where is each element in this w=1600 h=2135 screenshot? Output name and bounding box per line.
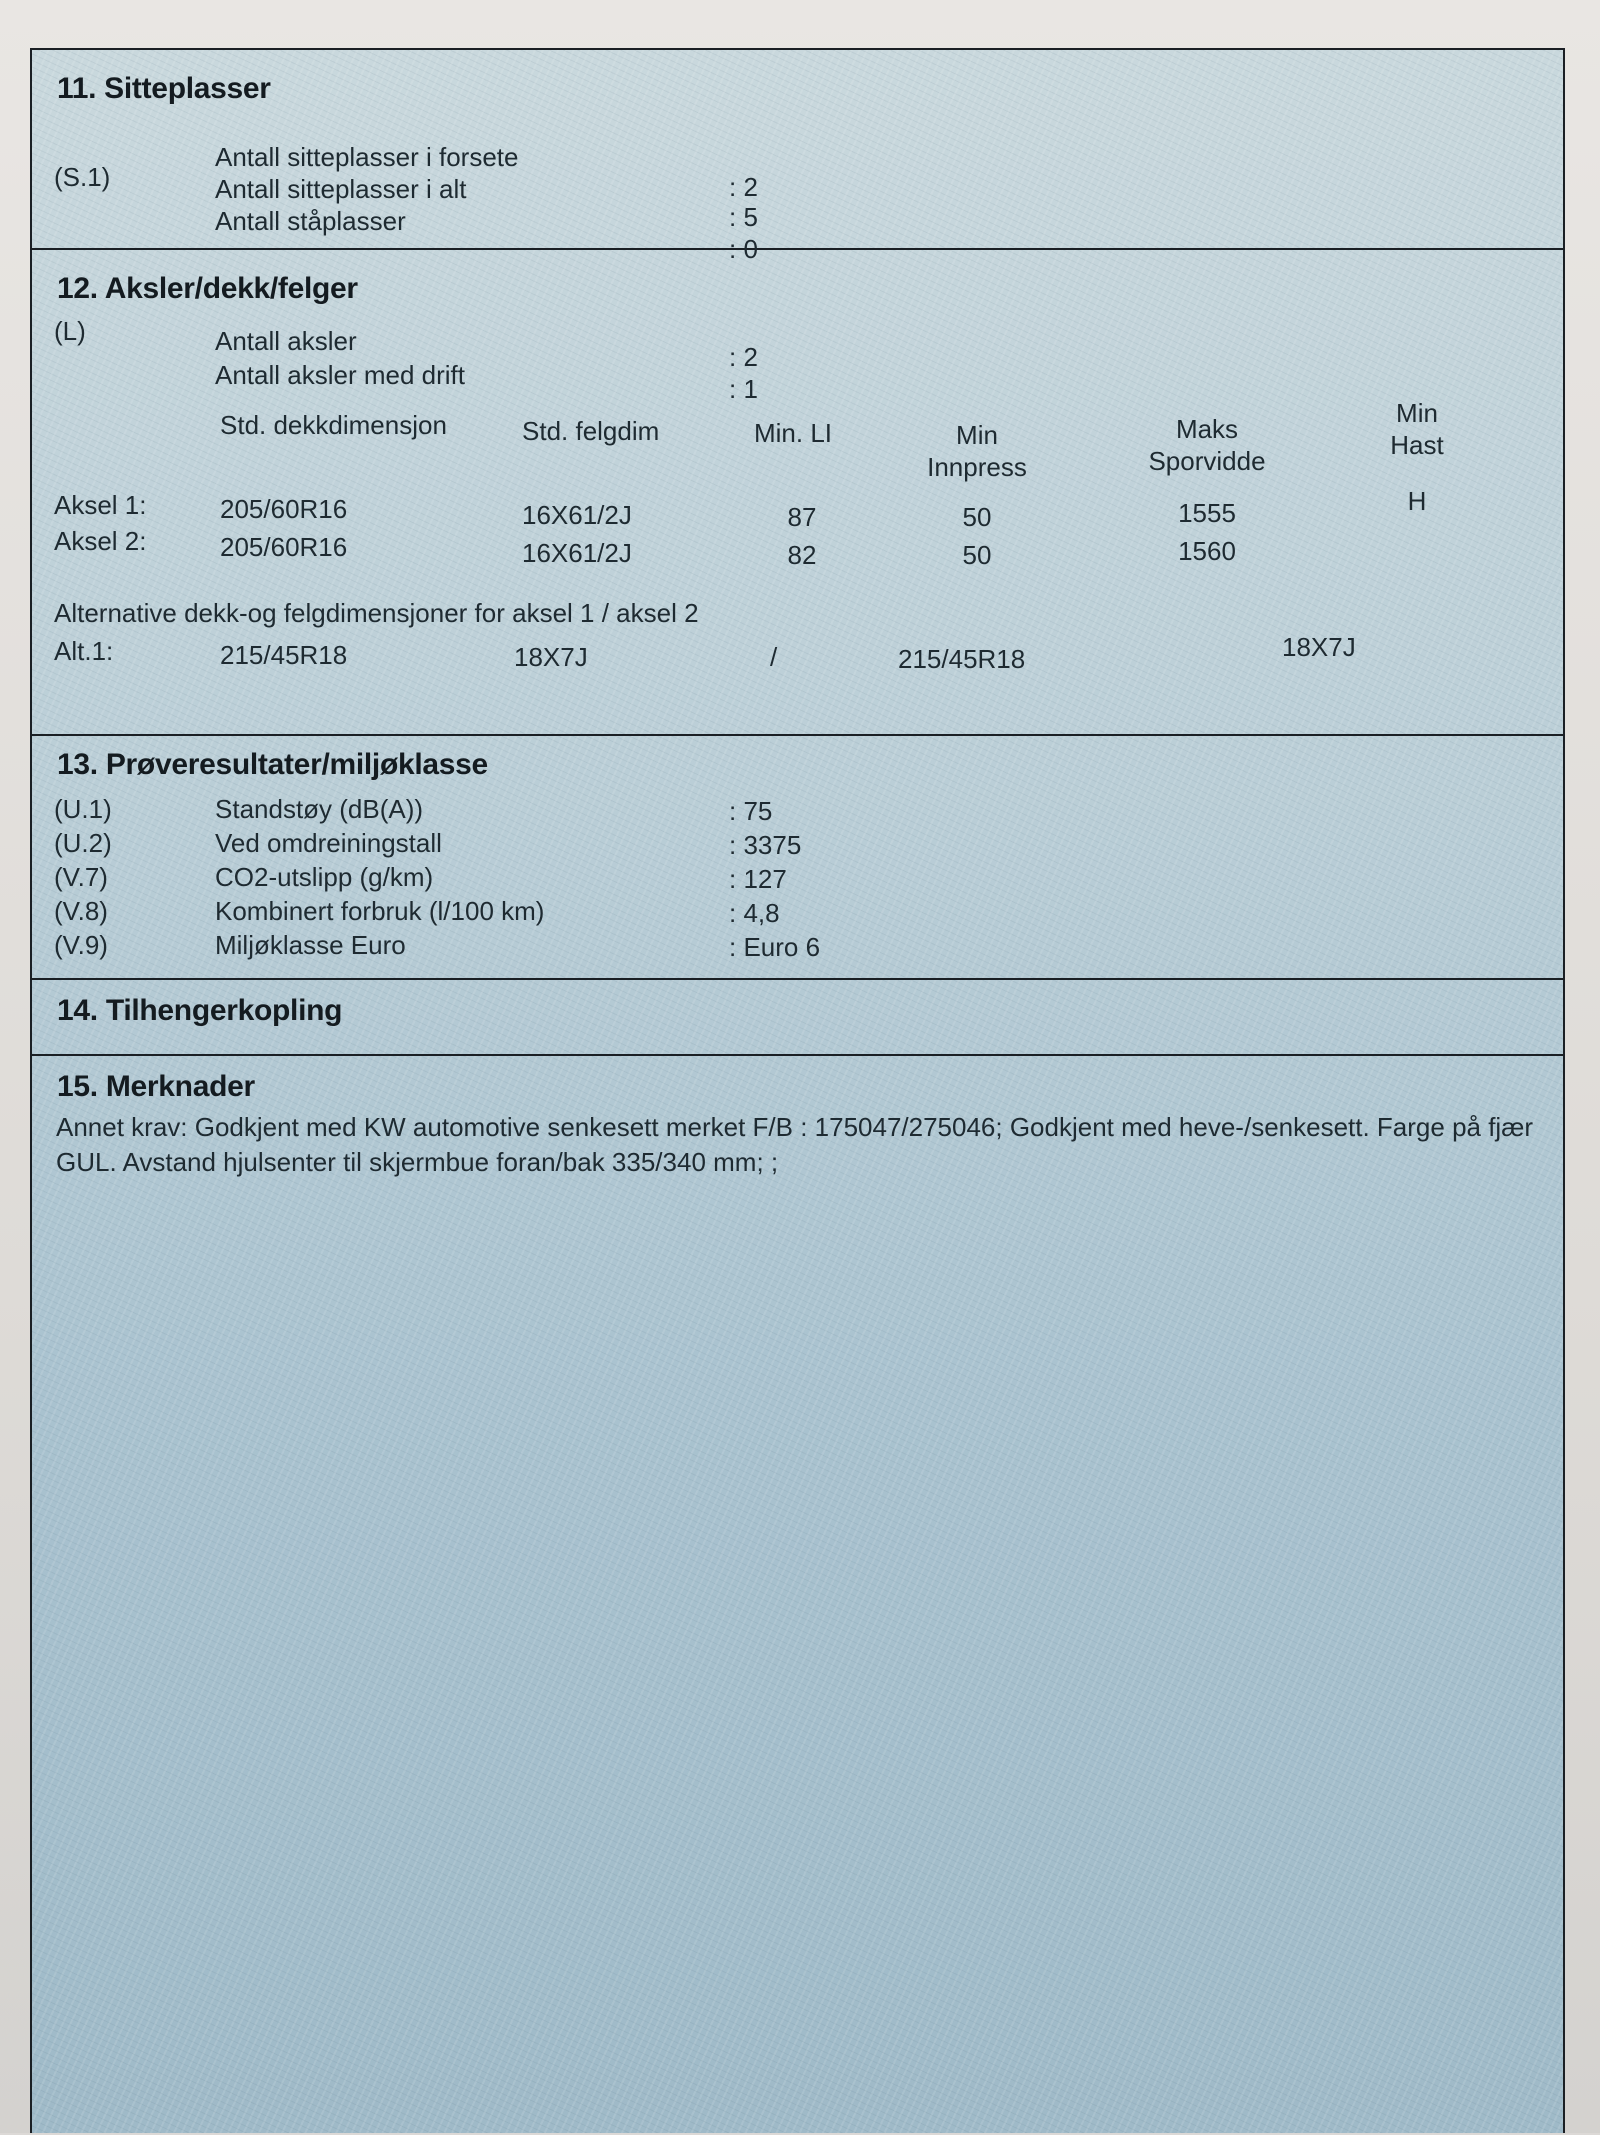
field-value: : 4,8 [729,898,780,928]
column-header-track-line2: Sporvidde [1148,446,1266,476]
alt-tire-axle2: 215/45R18 [898,644,1026,674]
axle-tire: 205/60R16 [220,494,348,524]
field-code: (V.7) [54,862,108,892]
section-title: 11. Sitteplasser [57,72,271,105]
alt-separator: / [770,642,778,672]
column-header-track-line1: Maks [1175,414,1239,444]
axle-offset: 50 [962,502,992,532]
section-title: 14. Tilhengerkopling [57,994,343,1027]
field-value: : 75 [729,796,773,826]
field-code: (L) [54,316,86,346]
axle-rim: 16X61/2J [522,538,632,568]
field-label: Antall sitteplasser i forsete [215,142,519,172]
column-header-load-index: Min. LI [754,418,833,448]
field-label: Antall aksler [215,326,357,356]
alt-rim-axle2: 18X7J [1282,632,1356,662]
alt-name: Alt.1: [54,636,114,666]
field-code: (U.2) [54,828,112,858]
registration-form-page [30,48,1565,2133]
axle-speed: H [1407,486,1427,516]
section-test-results [32,736,1563,980]
section-trailer-coupling [32,980,1563,1056]
column-header-offset-line1: Min [956,420,998,450]
section-title: 13. Prøveresultater/miljøklasse [57,748,488,781]
axle-name: Aksel 1: [54,490,147,520]
field-code: (U.1) [54,794,112,824]
axle-tire: 205/60R16 [220,532,348,562]
axle-load-index: 87 [787,502,817,532]
field-value: : 1 [729,374,758,404]
column-header-offset-line2: Innpress [927,452,1027,482]
remarks-text: Annet krav: Godkjent med KW automotive senkesett merket F/B : 175047/275046; Godkjent med heve-/senkesett. Farge på fjær GUL. Avstand hjulsenter til skjermbue foran/bak 335/340 mm; ; [56,1112,1533,1177]
field-value: : 0 [729,234,758,264]
field-code: (V.9) [54,930,108,960]
field-label: Antall sitteplasser i alt [215,174,467,204]
column-header-rim: Std. felgdim [522,416,660,446]
section-remarks [32,1056,1563,2135]
field-value: : Euro 6 [729,932,821,962]
field-label: Antall aksler med drift [215,360,465,390]
column-header-speed-line1: Min [1396,398,1438,428]
field-label: Miljøklasse Euro [215,930,406,960]
field-value: : 5 [729,202,758,232]
section-title: 12. Aksler/dekk/felger [57,272,358,305]
alt-rim-axle1: 18X7J [514,642,588,672]
axle-load-index: 82 [787,540,817,570]
column-header-speed-line2: Hast [1390,430,1444,460]
field-label: CO2-utslipp (g/km) [215,862,434,892]
alt-tire-axle1: 215/45R18 [220,640,348,670]
axle-rim: 16X61/2J [522,500,632,530]
axle-offset: 50 [962,540,992,570]
axle-track: 1560 [1178,536,1236,566]
axle-name: Aksel 2: [54,526,147,556]
field-code: (V.8) [54,896,108,926]
field-code: (S.1) [54,162,111,192]
field-value: : 3375 [729,830,802,860]
column-header-tire: Std. dekkdimensjon [220,410,447,440]
field-value: : 127 [729,864,787,894]
axle-track: 1555 [1178,498,1236,528]
field-label: Standstøy (dB(A)) [215,794,424,824]
field-label: Ved omdreiningstall [215,828,442,858]
field-label: Antall ståplasser [215,206,406,236]
field-value: : 2 [729,342,758,372]
field-value: : 2 [729,172,758,202]
section-title: 15. Merknader [57,1070,255,1103]
section-seating [32,50,1563,264]
field-label: Kombinert forbruk (l/100 km) [215,896,545,926]
alternatives-heading: Alternative dekk-og felgdimensjoner for aksel 1 / aksel 2 [54,598,699,628]
section-axles-tires-rims [32,250,1563,736]
